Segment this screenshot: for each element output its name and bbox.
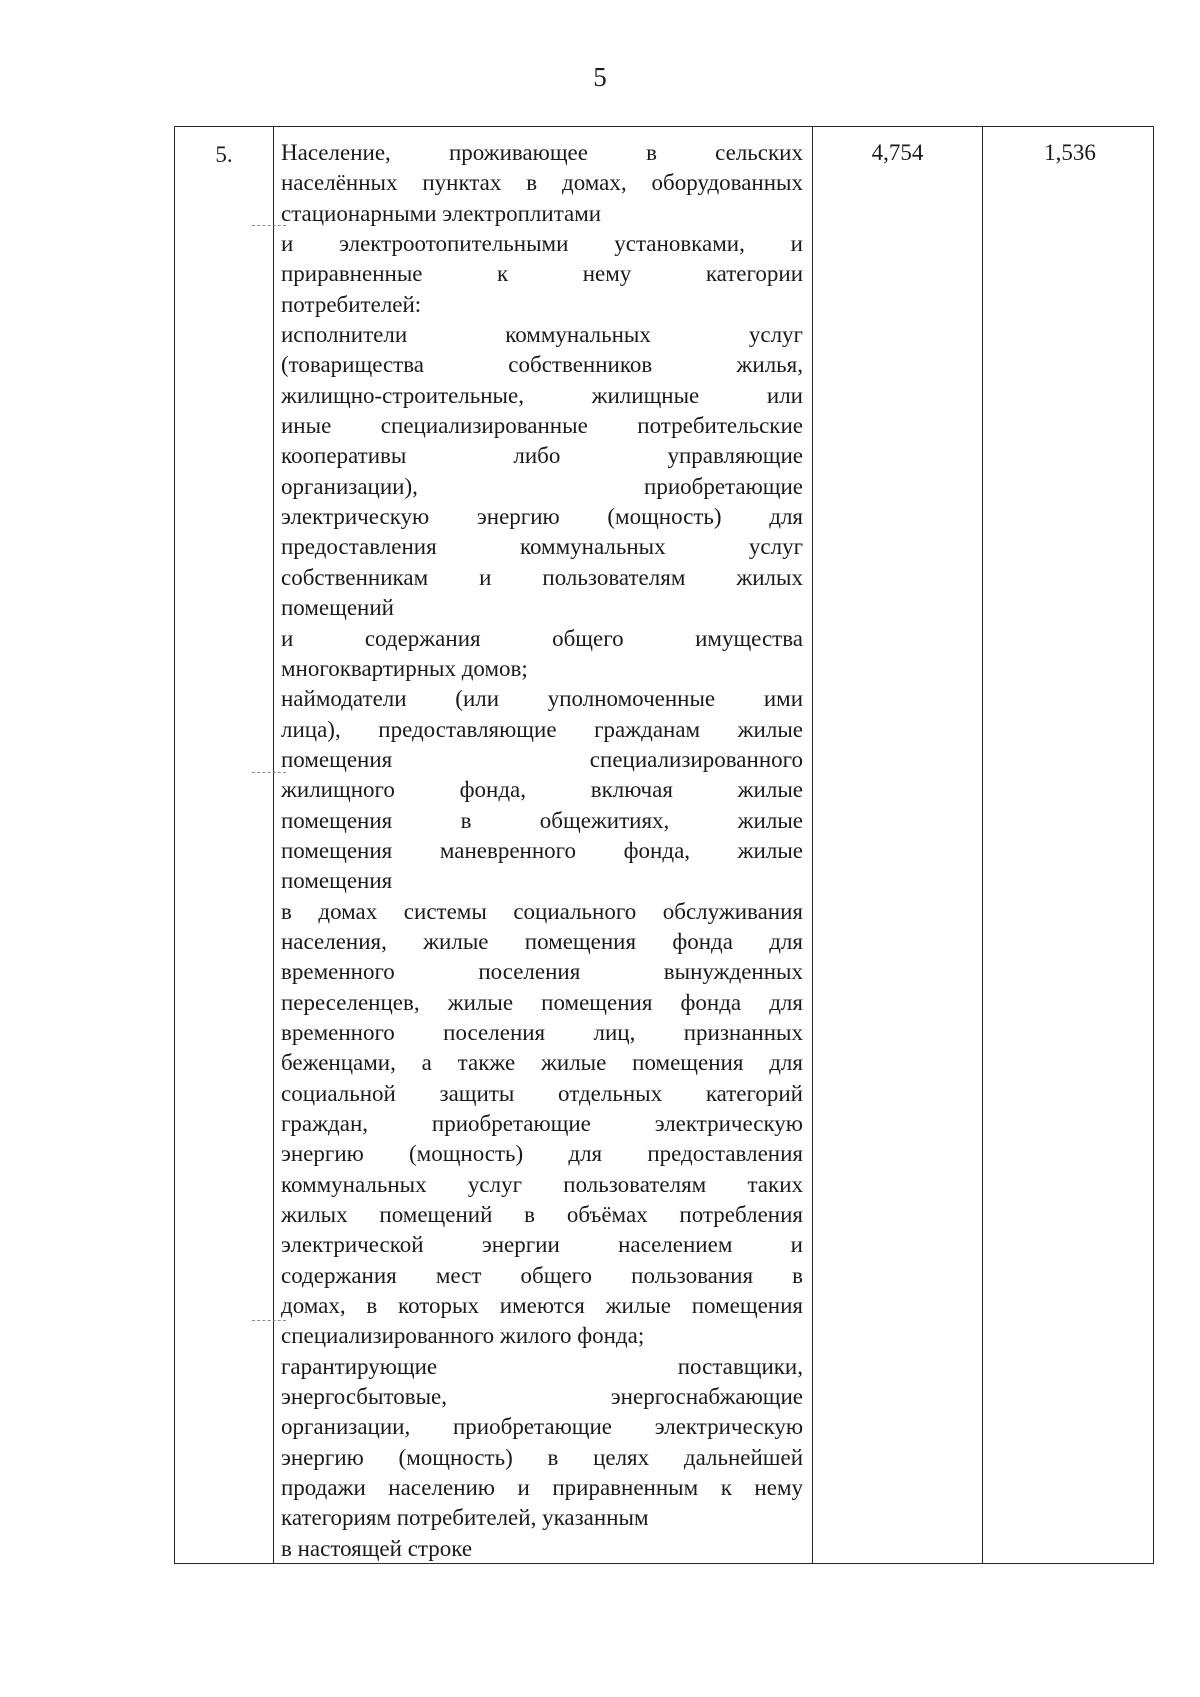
margin-mark (252, 225, 286, 226)
description-line: (товарищества собственников жилья, (281, 352, 803, 378)
description-line: стационарными электроплитами (281, 200, 602, 226)
margin-mark (252, 1320, 286, 1321)
value-column-1: 4,754 (871, 140, 924, 165)
description-line: лица), предоставляющие гражданам жилые (281, 716, 803, 742)
description-line: собственникам и пользователям жилых (281, 564, 803, 590)
description-line: организации), приобретающие (281, 473, 803, 499)
description-line: продажи населению и приравненным к нему (281, 1475, 803, 1501)
description-line: помещения маневренного фонда, жилые (281, 837, 803, 863)
description-line: населённых пунктах в домах, оборудованных (281, 170, 803, 196)
description-line: категориям потребителей, указанным (281, 1505, 649, 1531)
description-line: специализированного жилого фонда; (281, 1323, 645, 1349)
description-line: и содержания общего имущества (281, 625, 803, 651)
description-line: домах, в которых имеются жилые помещения (281, 1293, 803, 1319)
description-line: помещения специализированного (281, 746, 803, 772)
description-line: иные специализированные потребительские (281, 413, 803, 439)
description-line: в домах системы социального обслуживания (281, 898, 803, 924)
description-line: многоквартирных домов; (281, 655, 528, 681)
description-line: временного поселения вынужденных (281, 959, 803, 985)
description-line: энергосбытовые, энергоснабжающие (281, 1384, 803, 1410)
row-number: 5. (215, 142, 233, 167)
description-line: электрическую энергию (мощность) для (281, 504, 803, 530)
description-line: жилищно-строительные, жилищные или (281, 382, 803, 408)
margin-mark (252, 772, 286, 773)
description-line: помещения (281, 868, 393, 894)
description-line: гарантирующие поставщики, (281, 1353, 803, 1379)
description-line: в настоящей строке (281, 1535, 473, 1561)
description-line: социальной защиты отдельных категорий (281, 1080, 803, 1106)
description-line: энергию (мощность) для предоставления (281, 1141, 803, 1167)
description-line: энергию (мощность) в целях дальнейшей (281, 1444, 803, 1470)
page-number: 5 (593, 62, 607, 92)
column-divider (812, 127, 813, 1563)
description-line: коммунальных услуг пользователям таких (281, 1171, 803, 1197)
tariff-table (174, 126, 1154, 1564)
description-line: жилых помещений в объёмах потребления (281, 1202, 803, 1228)
description-line: приравненные к нему категории (281, 261, 803, 287)
description-line: содержания мест общего пользования в (281, 1262, 803, 1288)
description-line: помещения в общежитиях, жилые (281, 807, 803, 833)
description-line: наймодатели (или уполномоченные ими (281, 686, 803, 712)
description-line: кооперативы либо управляющие (281, 443, 803, 469)
description-line: и электроотопительными установками, и (281, 231, 803, 257)
description-line: помещений (281, 595, 394, 621)
description-line: переселенцев, жилые помещения фонда для (281, 989, 803, 1015)
description-line: организации, приобретающие электрическую (281, 1414, 803, 1440)
description-line: электрической энергии населением и (281, 1232, 803, 1258)
description-line: временного поселения лиц, признанных (281, 1019, 803, 1045)
value-column-2: 1,536 (1044, 140, 1096, 165)
description-line: беженцами, а также жилые помещения для (281, 1050, 803, 1076)
column-divider (982, 127, 983, 1563)
description-line: населения, жилые помещения фонда для (281, 928, 803, 954)
description-line: граждан, приобретающие электрическую (281, 1111, 803, 1136)
column-divider (273, 127, 274, 1563)
description-line: потребителей: (281, 291, 422, 317)
description-line: Население, проживающее в сельских (281, 140, 803, 165)
description-line: жилищного фонда, включая жилые (281, 777, 803, 803)
description-line: исполнители коммунальных услуг (281, 322, 803, 348)
description-line: предоставления коммунальных услуг (281, 534, 803, 560)
row-description (281, 138, 803, 1564)
